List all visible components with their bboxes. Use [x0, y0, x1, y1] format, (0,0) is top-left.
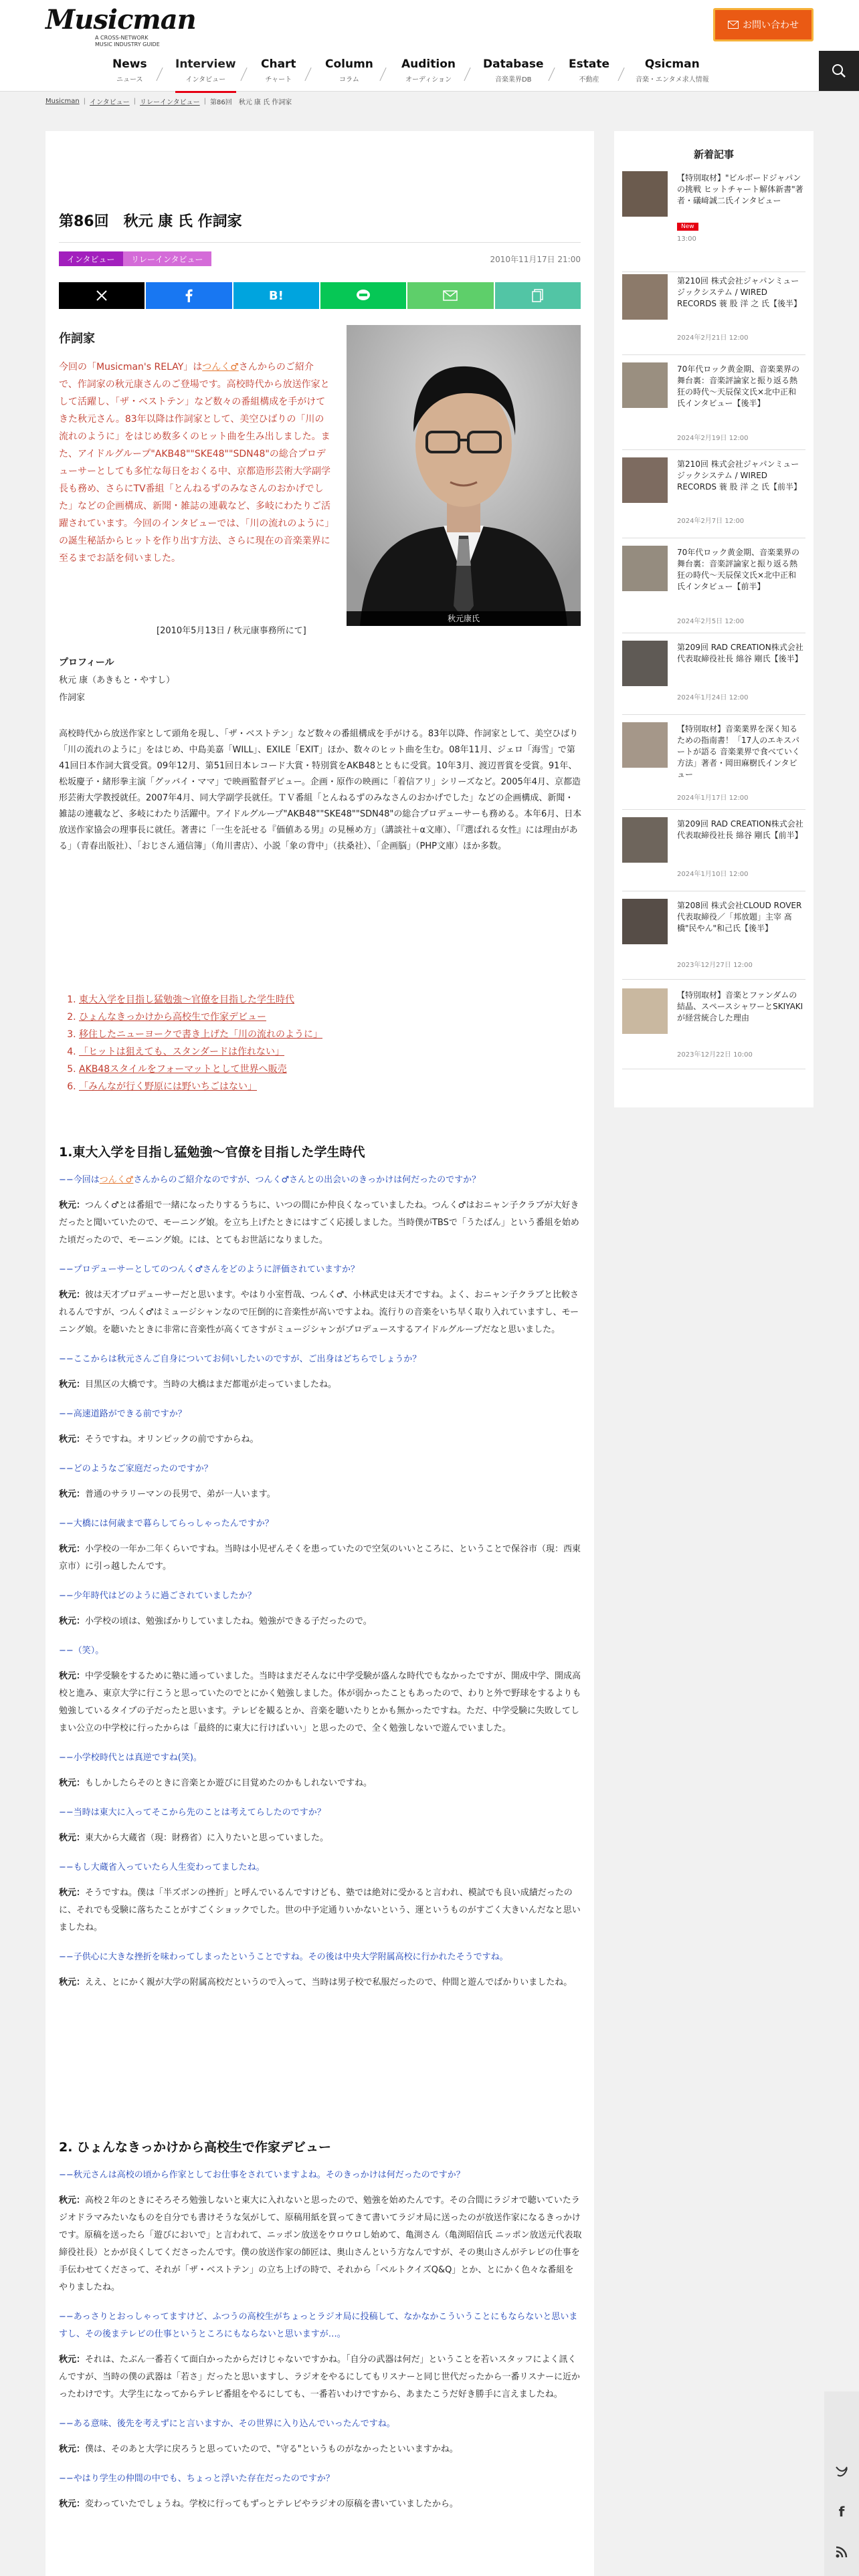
intro-post: さんからのご紹介で、作詞家の秋元康さんのご登場です。高校時代から放送作家として活躍し、「ザ・ベストテン」など数々の番組構成を手がけてきた秋元さん。83年以降は作詞家として、美空ひばりの「川の流れのように」をはじめ数多くのヒット曲を生み出しました。また、アイドルグループ"AKB48""SKE48""SDN48"の総合プロデューサーとしても多忙な毎日をおくる中、京都造形芸術大学副学長も務め、さらにTV番組「とんねるずのみなさんのおかげでした」などの企画構成、新聞・雑誌の連載など、多岐にわたりご活躍されています。今回のインタビューでは、「川の流れのように」の誕生秘話からヒットを作り出す方法、さらに現在の音楽業界に至るまでお話を伺いました。 [59, 362, 330, 564]
share-facebook-button[interactable] [146, 282, 231, 309]
nav-interview[interactable] [175, 58, 236, 84]
sidebar-article-title: 【特別取材】"ビルボードジャパンの挑戦 ヒットチャート解体新書"著者・礒﨑誠二氏インタビュー [677, 173, 803, 205]
answer-text: もしかしたらそのときに音楽とか遊びに目覚めたのかもしれないですね。 [85, 1778, 373, 1788]
article-thumbnail [622, 457, 668, 503]
mail-icon [728, 21, 739, 29]
sidebar-article[interactable] [622, 274, 805, 355]
nav-interview-ja: インタビュー [185, 76, 226, 84]
answer [59, 1431, 582, 1448]
nav-divider [156, 68, 163, 81]
answer [59, 2351, 582, 2403]
nav-column-ja: コラム [339, 76, 359, 84]
answer-text: そうですね。オリンピックの前ですからね。 [85, 1434, 259, 1444]
answer-text: ええ、とにかく親が大学の附属高校だというので入って、当時は男子校で私服だったので、仲間と遊んでばかりいましたね。 [85, 1977, 573, 1988]
sidebar-article-title: 第208回 株式会社CLOUD ROVER 代表取締役／「邦放題」主宰 髙橋"民やん"和己氏【後半】 [677, 901, 802, 933]
article-thumbnail [622, 899, 668, 944]
question: −−当時は東大に入ってそこから先のことは考えてらしたのですか？ [59, 1808, 326, 1818]
intro-link-tsunku[interactable]: つんく♂ [202, 362, 239, 372]
answer [59, 1885, 582, 1937]
sidebar-article-date: 2024年2月5日 12:00 [677, 618, 745, 625]
portrait-photo [347, 325, 581, 626]
sidebar-article-title: 70年代ロック黄金期、音楽業界の舞台裏：音楽評論家と振り返る熱狂の時代〜天辰保文氏×北中正和氏インタビュー【前半】 [677, 548, 800, 591]
nav-news[interactable] [112, 58, 147, 84]
sidebar-article-date: 2024年2月21日 12:00 [677, 334, 749, 342]
answer [59, 1613, 582, 1630]
speaker-label: 秋元： [59, 2195, 86, 2206]
question: −−高速道路ができる前ですか？ [59, 1409, 187, 1419]
toc-item-label: 移住したニューヨークで書き上げた「川の流れのように」 [79, 1029, 322, 1040]
section-2-heading: 2. ひょんなきっかけから高校生で作家デビュー [59, 2140, 332, 2155]
article-thumbnail [622, 722, 668, 768]
toc-item-label: ひょんなきっかけから高校生で作家デビュー [79, 1012, 266, 1023]
answer [59, 1668, 582, 1737]
sidebar-article-title: 第209回 RAD CREATION株式会社 代表取締役社長 綿谷 剛氏【後半】 [677, 643, 803, 663]
contact-button[interactable] [713, 8, 814, 41]
sidebar-article-date: 2024年2月19日 12:00 [677, 435, 749, 442]
toc-item[interactable] [79, 991, 581, 1008]
answer-text: そうですね。僕は「半ズボンの挫折」と呼んでいるんですけども、塾では絶対に受かると言われ、模試でも良い成績だったのに、それでも受験に落ちたことがすごくショックでした。世の中予定通りいかないという、運というものがすごく大きいんだなと思いましたね。 [59, 1888, 581, 1933]
facebook-icon [185, 289, 193, 302]
share-copy-button[interactable] [495, 282, 581, 309]
nav-audition[interactable] [401, 58, 456, 84]
sidebar-article-date: 2024年2月7日 12:00 [677, 518, 745, 525]
nav-divider [304, 68, 311, 81]
tag-interview[interactable]: インタビュー [59, 251, 123, 266]
toc-item[interactable] [79, 1061, 581, 1078]
question: −−秋元さんは高校の頃から作家としてお仕事をされていますよね。そのきっかけは何だったのですか？ [59, 2170, 465, 2180]
article-thumbnail [622, 817, 668, 863]
question: −−子供心に大きな挫折を味わってしまったということですね。その後は中央大学附属高校に行かれたそうですね。 [59, 1952, 508, 1962]
share-hatena-button[interactable] [233, 282, 319, 309]
toc-item[interactable] [79, 1078, 581, 1095]
nav-chart-ja: チャート [265, 76, 292, 84]
nav-divider [548, 68, 555, 81]
nav-database-ja: 音楽業界DB [494, 76, 532, 84]
answer [59, 2192, 582, 2296]
nav-database-en: Database [483, 58, 544, 71]
article-thumbnail [622, 641, 668, 686]
answer [59, 2496, 582, 2513]
article-thumbnail [622, 988, 668, 1034]
nav-database[interactable] [483, 58, 543, 84]
site-logo[interactable] [45, 3, 196, 49]
nav-column[interactable] [325, 58, 373, 84]
nav-divider [240, 68, 247, 81]
speaker-label: 秋元： [59, 1380, 86, 1390]
answer [59, 1287, 582, 1339]
sidebar-article-title: 【特別取材】音楽業界を深く知るための指南書！「17人のエキスパートが語る 音楽業界で食べていく方法」著者・岡田麻樹氏インタビュー [677, 724, 800, 779]
question: −−プロデューサーとしてのつんく♂さんをどのように評価されていますか？ [59, 1265, 360, 1275]
question: −−もし大蔵省入っていたら人生変わってましたね。 [59, 1862, 265, 1872]
profile-heading: プロフィール [59, 657, 114, 668]
sidebar-article-date: 2024年1月17日 12:00 [677, 794, 749, 802]
breadcrumb [45, 94, 292, 108]
float-share-facebook-button[interactable] [824, 2492, 859, 2532]
question: −−ある意味、後先を考えずにと言いますか、その世界に入り込んでいったんですね。 [59, 2419, 395, 2429]
breadcrumb-current: 第86回 秋元 康 氏 作詞家 [210, 98, 292, 106]
breadcrumb-sep: | [203, 97, 207, 105]
speaker-label: 秋元： [59, 1977, 86, 1988]
article-thumbnail [622, 274, 668, 320]
nav-qsicman-en: Qsicman [644, 58, 700, 71]
toc-item-label: 「みんなが行く野原には野いちごはない」 [79, 1081, 257, 1092]
question: −−少年時代はどのように過ごされていましたか？ [59, 1591, 256, 1601]
section-1-heading: 1.東大入学を目指し猛勉強〜官僚を目指した学生時代 [59, 1145, 365, 1160]
nav-estate-ja: 不動産 [579, 76, 599, 84]
question [59, 1172, 582, 1189]
sidebar-article[interactable] [622, 362, 805, 450]
sidebar-article-date: 2023年12月27日 12:00 [677, 962, 753, 969]
answer-text: 変わっていたでしょうね。学校に行ってもずっとテレビやラジオの原稿を書いていましたから。 [85, 2499, 458, 2509]
sidebar-article-date: 2024年1月10日 12:00 [677, 871, 749, 878]
sidebar-article[interactable] [622, 722, 805, 810]
answer-text: 中学受験をするために塾に通っていました。当時はまだそんなに中学受験が盛んな時代でもなかったですが、開成中学、開成高校と進み、東京大学に行こうと思っていたのでとにかく勉強しました。体が弱かったこともあったので、わりと外で野球をするよりも勉強しているタイプの子だったと思います。テレビを観るとか、音楽を聴いたりとかも無かったですね。ただ、中学受験に失敗してしまい公立の中学校に行ったからは「最終的に東大に行けばいい」と思ったので、全く勉強しないで遊んでいました。 [59, 1671, 581, 1733]
speaker-label: 秋元： [59, 1778, 86, 1788]
question: −−どのようなご家庭だったのですか？ [59, 1464, 213, 1474]
article-date: 2010年11月17日 21:00 [490, 255, 581, 264]
portrait-caption: 秋元康氏 [347, 611, 581, 626]
nav-qsicman[interactable] [636, 58, 709, 84]
answer-text: 普通のサラリーマンの長男で、弟が一人います。 [85, 1489, 276, 1499]
toc-item[interactable] [79, 1043, 581, 1061]
search-icon [832, 64, 846, 78]
speaker-label: 秋元： [59, 1833, 86, 1843]
section-2-qa [59, 2167, 582, 2525]
toc-item-label: 東大入学を目指し猛勉強〜官僚を目指した学生時代 [79, 994, 294, 1005]
article-title: 第86回 秋元 康 氏 作詞家 [59, 213, 242, 230]
answer [59, 1775, 582, 1792]
toc-item-label: AKB48スタイルをフォーマットとして世界へ販売 [79, 1064, 287, 1075]
answer-text: 高校２年のときにそろそろ勉強しないと東大に入れないと思ったので、勉強を始めたんです。その合間にラジオで聴いていたラジオドラマみたいなものを自分でも書けそうな気がして、原稿用紙を買ってきて書いてラジオ局に送ったのが放送作家になるきっかけです。原稿を送ったら「遊びにおいで」と言われて、ニッポン放送をウロウロし始めて、亀渕さん（亀渕昭信氏 ニッポン放送元代表取締役社長）とかが良くしてくださったんです。僕の放送作家の師匠は、奥山さんという方なんですが、その奥山さんがテレビの仕事を手伝わせてくださって、それが「ザ・ベストテン」の立ち上げの時で、それから「ベルトクイズQ&Q」とか、とにかく色々な番組をやりましたね。 [59, 2195, 582, 2292]
toc-item-label: 「ヒットは狙えても、スタンダードは作れない」 [79, 1047, 285, 1057]
speaker-label: 秋元： [59, 1888, 86, 1898]
question: −−あっさりとおっしゃってますけど、ふつうの高校生がちょっとラジオ局に投稿して、なかなかこういうことにもならないと思いますし、その後まテレビの仕事というところにもならないと思いますが…。 [59, 2312, 578, 2339]
nav-estate[interactable] [569, 58, 609, 84]
answer [59, 1541, 582, 1576]
rss-icon [836, 2546, 848, 2558]
profile-role: 作詞家 [59, 693, 86, 703]
breadcrumb-sep: | [83, 97, 86, 105]
speaker-label: 秋元： [59, 2444, 86, 2454]
intro-paragraph [59, 358, 330, 567]
mail-icon [443, 290, 458, 301]
question-link-tsunku[interactable]: つんく♂ [99, 1175, 134, 1185]
intro-pre: 今回の「Musicman's RELAY」は [59, 362, 203, 372]
sidebar-article-date: 2023年12月22日 10:00 [677, 1051, 753, 1059]
speaker-label: 秋元： [59, 1671, 86, 1681]
answer-text: それは、たぶん一番若くて面白かったからだけじゃないですかね。「自分の武器は何だ」ということを若いスタッフによく訊くんですが、当時の僕の武器は「若さ」だったと思いますし、ラジオをやるにしてもリスナーと同じ世代だったから一番リスナーに近かったわけです。大学生になってからテレビ番組をやるにしても、一番若いわけですから、あまたこうだ好き勝手に言えましたね。 [59, 2355, 580, 2399]
sidebar-article-title: 第209回 RAD CREATION株式会社 代表取締役社長 綿谷 剛氏【前半】 [677, 819, 803, 840]
speaker-label: 秋元： [59, 1290, 86, 1300]
copy-icon [532, 289, 544, 302]
sidebar-article-date: 13:00 [677, 235, 696, 243]
facebook-icon: f [838, 2504, 845, 2520]
profile-bio: 高校時代から放送作家として頭角を現し、「ザ・ベストテン」など数々の番組構成を手がける。83年以降、作詞家として、美空ひばり「川の流れのように」をはじめ、中島美嘉「WILL」、EXILE「EXIT」ほか、数々のヒット曲を生む。08年11月、ジェロ「海雪」で第41回日本作詞大賞受賞。09年12月、第51回日本レコード大賞・特別賞をAKB48とともに受賞。10年3月、渡辺晋賞を受賞。91年、松坂慶子・緒形拳主演「グッバイ・ママ」で映画監督デビュー。企画・原作の映画に「着信アリ」シリーズなど。2005年4月、京都造形芸術大学教授就任。2007年4月、同大学副学長就任。ＴＶ番組「とんねるずのみなさんのおかげでした」などの企画構成、新聞・雑誌の連載など、多岐にわたり活躍中。アイドルグループ"AKB48""SKE48""SDN48"の総合プロデューサーも務める。本年6月、日本放送作家協会の理事長に就任。著書に「一生を託せる『価値ある男』の見極め方」（講談社＋α文庫）、「『選ばれる女性』には理由がある」（青春出版社）、「おじさん通信簿」（角川書店）、小説「象の背中」（扶桑社）、「企画脳」（PHP文庫）ほか多数。 [59, 729, 582, 851]
nav-qsicman-ja: 音楽・エンタメ求人情報 [636, 76, 709, 84]
question: −−ここからは秋元さんご自身についてお伺いしたいのですが、ご出身はどちらでしょうか？ [59, 1354, 421, 1364]
speaker-label: 秋元： [59, 1434, 86, 1444]
sidebar-article-date: 2024年1月24日 12:00 [677, 694, 749, 702]
x-icon [96, 290, 108, 302]
question: −−大橋には何歳まで暮らしてらっしゃったんですか？ [59, 1519, 274, 1529]
new-badge-wrap [677, 218, 698, 231]
nav-news-en: News [112, 58, 147, 71]
sidebar-new-articles [614, 131, 814, 1107]
toc-item[interactable] [79, 1026, 581, 1043]
question: −−やはり学生の仲間の中でも、ちょっと浮いた存在だったのですか？ [59, 2474, 335, 2484]
floating-share-bar [824, 2391, 859, 2576]
speaker-label: 秋元： [59, 1200, 86, 1210]
sidebar-article[interactable] [622, 171, 805, 272]
float-share-x-button[interactable] [824, 2452, 859, 2492]
tag-relay-interview[interactable]: リレーインタビュー [123, 251, 211, 266]
answer [59, 1486, 582, 1503]
sidebar-article[interactable] [622, 641, 805, 715]
nav-chart-en: Chart [261, 58, 296, 71]
answer-text: 小学校の頃は、勉強ばかりしていましたね。勉強ができる子だったので。 [85, 1616, 372, 1626]
sidebar-article[interactable] [622, 546, 805, 633]
sidebar-article-title: 第210回 株式会社ジャパンミュージックシステム / WIRED RECORDS 蓑 股 洋 之 氏【後半】 [677, 276, 802, 308]
new-badge: New [677, 223, 698, 231]
breadcrumb-interview[interactable]: インタビュー [90, 98, 130, 106]
answer [59, 1197, 582, 1249]
sidebar-article-title: 第210回 株式会社ジャパンミュージックシステム / WIRED RECORDS 蓑 股 洋 之 氏【前半】 [677, 459, 802, 492]
logo-text: Musicman [45, 4, 196, 35]
answer-text: 僕は、そのあと大学に戻ろうと思っていたので、"守る"というものがなかったといいますかね。 [85, 2444, 458, 2454]
nav-chart[interactable] [261, 58, 296, 84]
answer-text: 彼は天才プロデューサーだと思います。やはり小室哲哉、つんく♂、小林武史は天才ですね。よく、おニャン子クラブと比較されるんですが、つんく♂はミュージシャンなので圧倒的に音楽性が高いですよね。流行りの音楽をいち早く取り入れていますし、モーニング娘。を聴いたときに非常に音楽性が高くてさすがミュージシャンがプロデュースするアイドルグループだなと思いました。 [59, 1290, 579, 1335]
sidebar-article[interactable] [622, 988, 805, 1069]
global-nav [0, 51, 859, 92]
answer-text: 小学校の一年か二年くらいですね。当時は小児ぜんそくを患っていたので空気のいいところに、ということで保谷市（現：西東京市）に引っ越したんです。 [59, 1544, 581, 1572]
speaker-label: 秋元： [59, 2499, 86, 2509]
speaker-label: 秋元： [59, 1544, 86, 1554]
answer [59, 1974, 582, 1992]
answer [59, 2441, 582, 2458]
section-1-qa [59, 1172, 582, 2004]
answer [59, 1376, 582, 1394]
speaker-label: 秋元： [59, 1489, 86, 1499]
nav-estate-en: Estate [569, 58, 609, 71]
question-text: −−今回は [59, 1175, 100, 1185]
person-portrait-image [347, 325, 581, 626]
sidebar-article-title: 【特別取材】音楽とファンダムの結晶、スペースシャワーとSKIYAKIが経営統合した理由 [677, 990, 803, 1023]
table-of-contents [59, 991, 581, 1095]
sidebar-article[interactable] [622, 817, 805, 891]
title-divider [59, 242, 581, 243]
breadcrumb-sep: | [133, 97, 136, 105]
contact-label: お問い合わせ [743, 20, 799, 31]
speaker-label: 秋元： [59, 2355, 86, 2365]
nav-divider [464, 68, 470, 81]
article-thumbnail [622, 362, 668, 408]
section-label: 作詞家 [59, 332, 95, 346]
nav-interview-en: Interview [175, 58, 236, 71]
answer-text: 目黒区の大橋です。当時の大橋はまだ都電が走っていましたね。 [85, 1380, 337, 1390]
nav-news-ja: ニュース [116, 76, 143, 84]
float-share-rss-button[interactable] [824, 2532, 859, 2572]
profile-block [59, 654, 175, 707]
nav-divider [617, 68, 624, 81]
question: −−（笑）。 [59, 1646, 104, 1656]
answer-text: 東大から大蔵省（現：財務省）に入りたいと思っていました。 [85, 1833, 329, 1843]
nav-audition-ja: オーディション [405, 76, 452, 84]
article-thumbnail [622, 546, 668, 591]
x-icon [835, 2466, 848, 2478]
search-button[interactable] [819, 51, 859, 91]
nav-divider [379, 68, 386, 81]
photo-credit: [2010年5月13日 / 秋元康事務所にて] [157, 626, 306, 636]
sidebar-article[interactable] [622, 899, 805, 980]
share-x-button[interactable] [59, 282, 145, 309]
site-header [0, 0, 859, 51]
line-icon [356, 289, 371, 302]
sidebar-article-title: 70年代ロック黄金期、音楽業界の舞台裏：音楽評論家と振り返る熱狂の時代〜天辰保文氏×北中正和氏インタビュー【後半】 [677, 364, 800, 408]
nav-column-en: Column [325, 58, 373, 71]
breadcrumb-relay[interactable]: リレーインタビュー [140, 98, 200, 106]
breadcrumb-home[interactable]: Musicman [45, 97, 80, 105]
question-text: さんからのご紹介なのですが、つんく♂さんとの出会いのきっかけは何だったのですか？ [133, 1175, 481, 1185]
article-card [45, 131, 594, 2576]
hatena-icon: B! [268, 288, 284, 303]
profile-name: 秋元 康（あきもと・やすし） [59, 675, 175, 685]
article-thumbnail [622, 171, 668, 217]
speaker-label: 秋元： [59, 1616, 86, 1626]
share-mail-button[interactable] [407, 282, 493, 309]
sidebar-article[interactable] [622, 457, 805, 538]
question: −−小学校時代とは真逆ですね(笑)。 [59, 1753, 202, 1763]
sidebar-title: 新着記事 [693, 148, 734, 160]
share-bar [59, 282, 581, 309]
toc-item[interactable] [79, 1008, 581, 1026]
share-line-button[interactable] [320, 282, 406, 309]
nav-audition-en: Audition [401, 58, 456, 71]
logo-subtitle: A CROSS-NETWORK MUSIC INDUSTRY GUIDE [95, 35, 160, 47]
answer [59, 1830, 582, 1847]
answer-text: つんく♂とは番組で一緒になったりするうちに、いつの間にか仲良くなっていましたね。つんく♂はおニャン子クラブが大好きだったと聞いていたので、モーニング娘。を立ち上げたときにはすごく応援しました。当時僕がTBSで「うたばん」という番組を始めた頃だったので、モーニング娘。には、とてもお世話になりました。 [59, 1200, 579, 1245]
